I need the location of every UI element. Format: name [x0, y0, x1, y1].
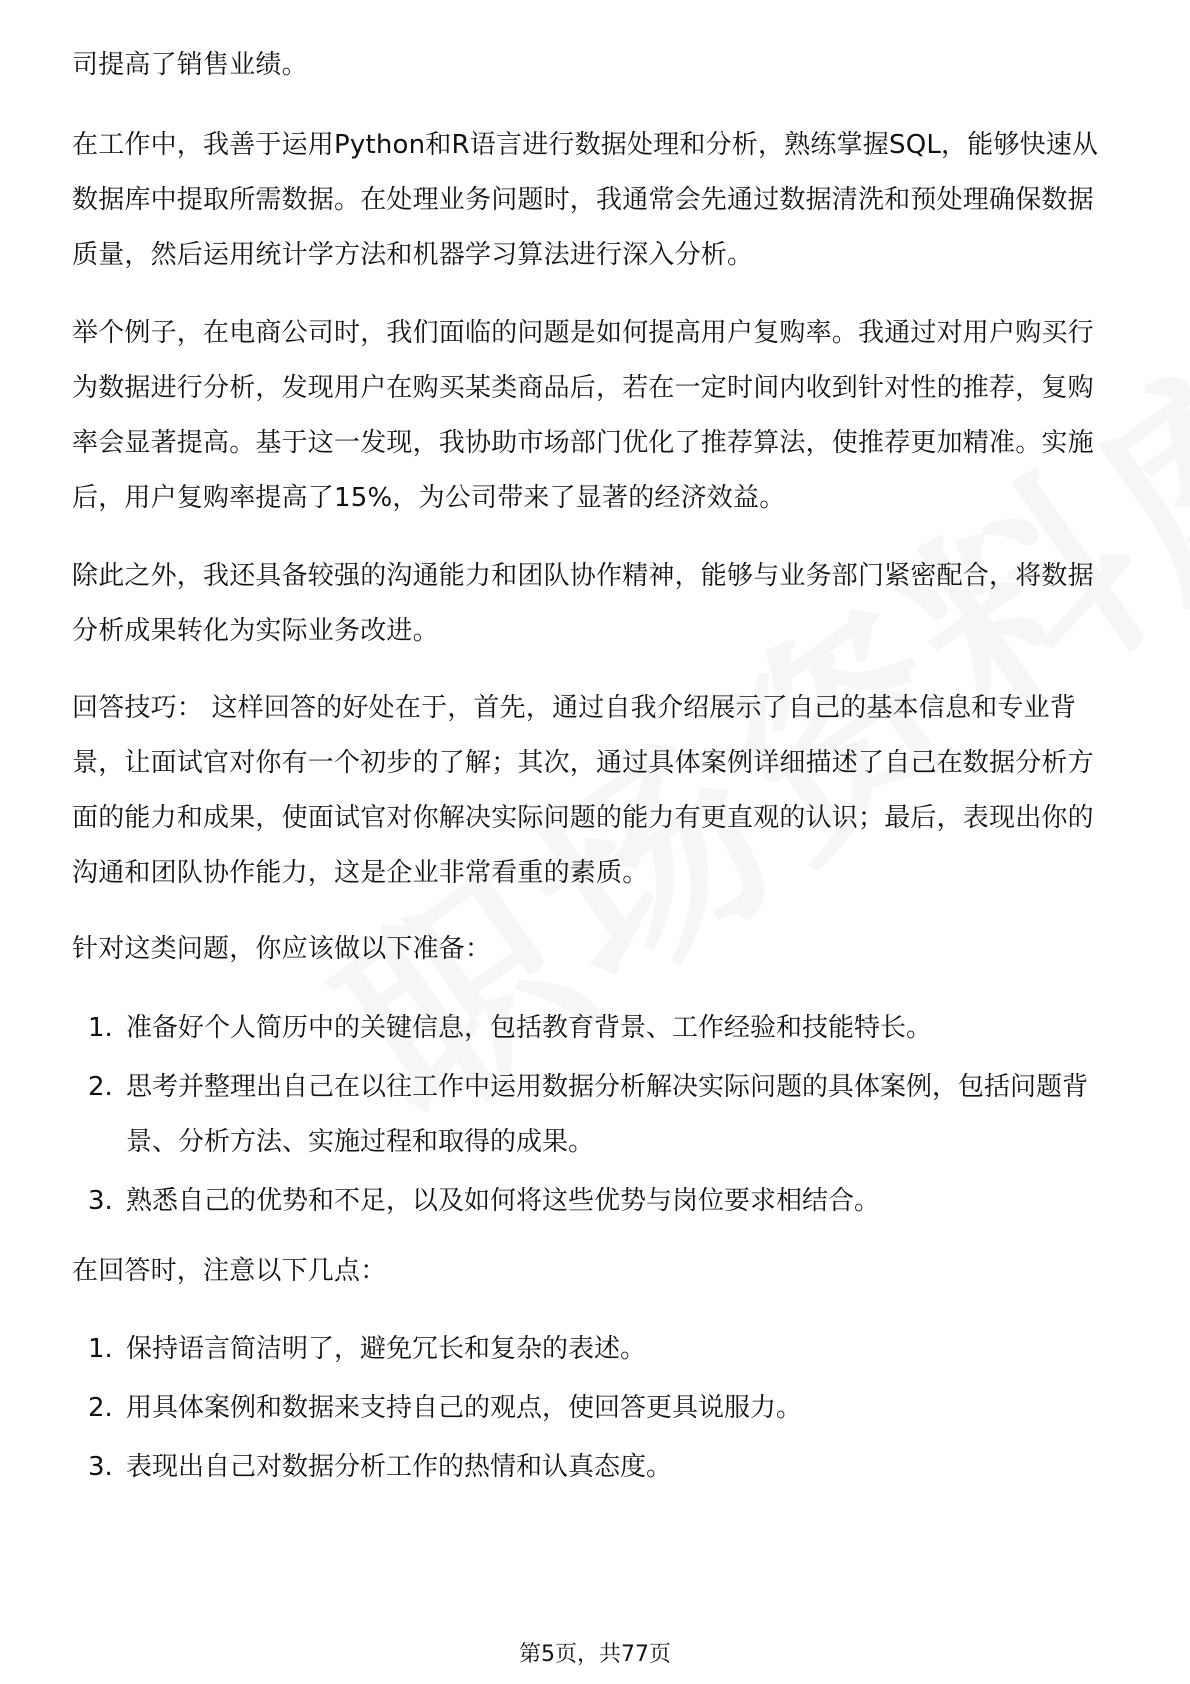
paragraph-prep-intro: 针对这类问题，你应该做以下准备： [72, 934, 492, 964]
list-item-text: 准备好个人简历中的关键信息，包括教育背景、工作经验和技能特长。 [126, 1013, 933, 1043]
paragraph-skills: 在工作中，我善于运用Python和R语言进行数据处理和分析，熟练掌握SQL，能够快速从数据库中提取所需数据。在处理业务问题时，我通常会先通过数据清洗和预处理确保数据质量，然后运用统计学方法和机器学习算法进行深入分析。 [72, 130, 1099, 270]
list-item [72, 1001, 1118, 1056]
list-number: 1. [88, 1334, 113, 1364]
paragraph-answer-tips: 回答技巧： 这样回答的好处在于，首先，通过自我介绍展示了自己的基本信息和专业背景，让面试官对你有一个初步的了解；其次，通过具体案例详细描述了自己在数据分析方面的能力和成果，使面试官对你解决实际问题的能力有更直观的认识；最后，表现出你的沟通和团队协作能力，这是企业非常看重的素质。 [72, 693, 1094, 888]
list-item-text: 保持语言简洁明了，避免冗长和复杂的表述。 [126, 1334, 647, 1364]
list-item [72, 1381, 1118, 1436]
paragraph-intro-tail: 司提高了销售业绩。 [72, 50, 308, 80]
list-item [72, 1322, 1118, 1377]
paragraph-communication: 除此之外，我还具备较强的沟通能力和团队协作精神，能够与业务部门紧密配合，将数据分析成果转化为实际业务改进。 [72, 561, 1094, 646]
list-number: 1. [88, 1013, 113, 1043]
list-number: 3. [88, 1452, 113, 1482]
list-item-text: 思考并整理出自己在以往工作中运用数据分析解决实际问题的具体案例，包括问题背景、分析方法、实施过程和取得的成果。 [126, 1072, 1089, 1157]
list-number: 3. [88, 1186, 113, 1216]
list-item [72, 1060, 1118, 1170]
list-item-text: 表现出自己对数据分析工作的热情和认真态度。 [126, 1452, 673, 1482]
list-item [72, 1440, 1118, 1495]
list-item-text: 熟悉自己的优势和不足，以及如何将这些优势与岗位要求相结合。 [126, 1186, 881, 1216]
list-number: 2. [88, 1393, 113, 1423]
paragraph-tips-intro: 在回答时，注意以下几点： [72, 1256, 387, 1286]
prep-list [72, 1001, 1118, 1233]
list-number: 2. [88, 1072, 113, 1102]
tips-list [72, 1322, 1118, 1499]
list-item-text: 用具体案例和数据来支持自己的观点，使回答更具说服力。 [126, 1393, 803, 1423]
page-number-footer: 第5页，共77页 [519, 1642, 671, 1667]
paragraph-example: 举个例子，在电商公司时，我们面临的问题是如何提高用户复购率。我通过对用户购买行为数据进行分析，发现用户在购买某类商品后，若在一定时间内收到针对性的推荐，复购率会显著提高。基于这一发现，我协助市场部门优化了推荐算法，使推荐更加精准。实施后，用户复购率提高了15%，为公司带来了显著的经济效益。 [72, 318, 1094, 513]
list-item [72, 1174, 1118, 1229]
